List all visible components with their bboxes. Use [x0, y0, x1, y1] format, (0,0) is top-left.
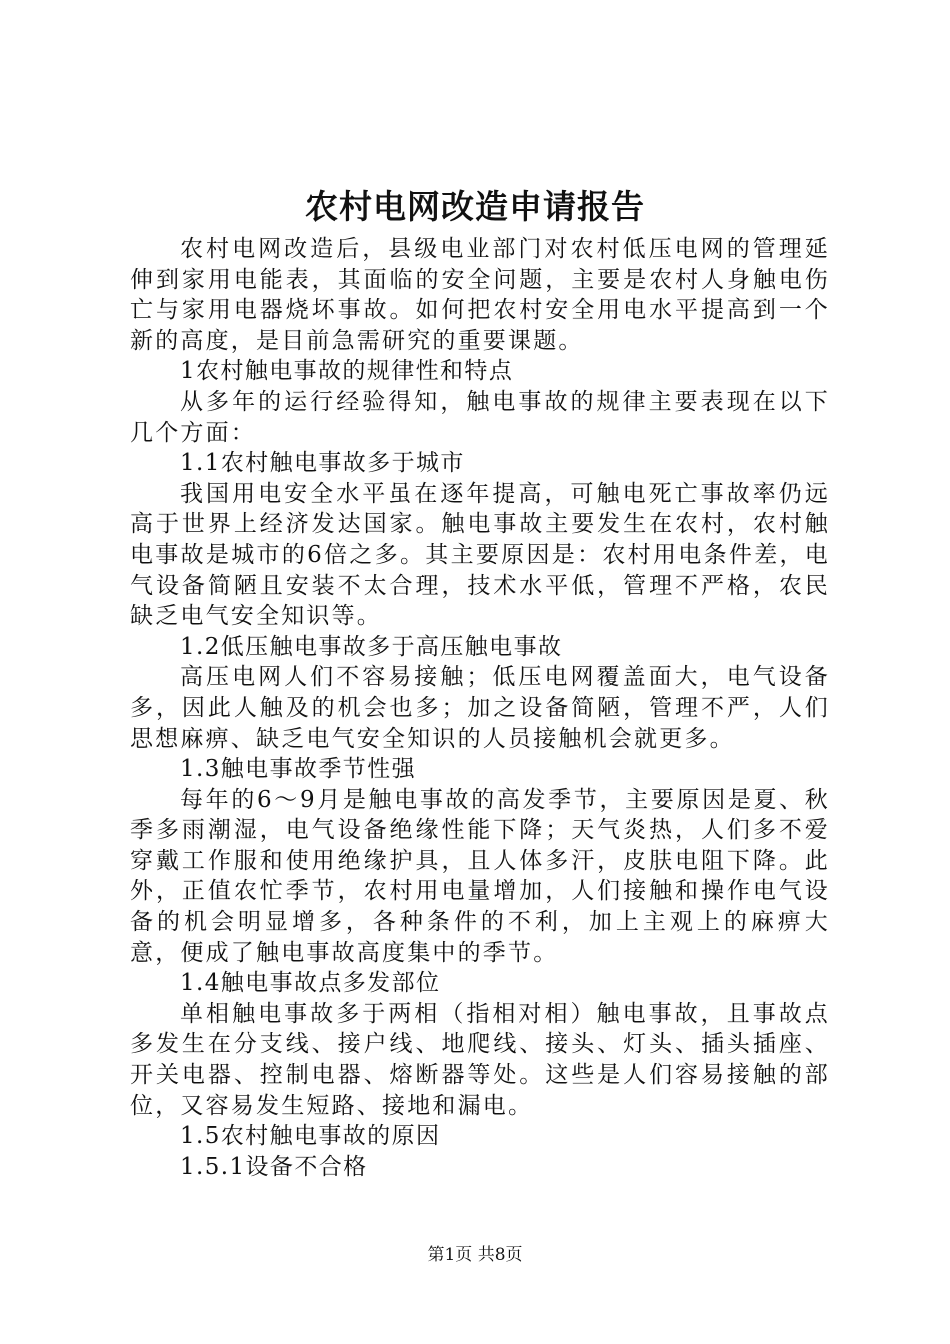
paragraph-1-4: 单相触电事故多于两相（指相对相）触电事故，且事故点多发生在分支线、接户线、地爬线、接头、灯头、插头插座、开关电器、控制电器、熔断器等处。这些是人们容易接触的部位，又容易发生短路、接地和漏电。 — [130, 1000, 830, 1119]
section-heading-1-4: 1.4触电事故点多发部位 — [180, 970, 441, 997]
section-heading-1-5: 1.5农村触电事故的原因 — [180, 1123, 441, 1150]
paragraph-intro: 农村电网改造后，县级电业部门对农村低压电网的管理延伸到家用电能表，其面临的安全问题，主要是农村人身触电伤亡与家用电器烧坏事故。如何把农村安全用电水平提高到一个新的高度，是目前急需研究的重要课题。 — [130, 236, 830, 354]
page-footer: 第1页 共8页 — [427, 1245, 523, 1265]
paragraph-1-3: 每年的6～9月是触电事故的高发季节，主要原因是夏、秋季多雨潮湿，电气设备绝缘性能下降；天气炎热，人们多不爱穿戴工作服和使用绝缘护具，且人体多汗，皮肤电阻下降。此外，正值农忙季节，农村用电量增加，人们接触和操作电气设备的机会明显增多，各种条件的不利，加上主观上的麻痹大意，便成了触电事故高度集中的季节。 — [130, 786, 830, 966]
document-body — [130, 234, 830, 1182]
paragraph-1-1: 我国用电安全水平虽在逐年提高，可触电死亡事故率仍远高于世界上经济发达国家。触电事故主要发生在农村，农村触电事故是城市的6倍之多。其主要原因是：农村用电条件差，电气设备简陋且安装不太合理，技术水平低，管理不严格，农民缺乏电气安全知识等。 — [130, 480, 830, 630]
document-title: 农村电网改造申请报告 — [305, 187, 645, 226]
paragraph-1-2: 高压电网人们不容易接触；低压电网覆盖面大，电气设备多，因此人触及的机会也多；加之设备简陋，管理不严，人们思想麻痹、缺乏电气安全知识的人员接触机会就更多。 — [130, 664, 830, 752]
section-heading-1-1: 1.1农村触电事故多于城市 — [180, 450, 465, 477]
section-heading-1-2: 1.2低压触电事故多于高压触电事故 — [180, 633, 563, 660]
paragraph-1: 从多年的运行经验得知，触电事故的规律主要表现在以下几个方面： — [130, 388, 830, 446]
section-heading-1-3: 1.3触电事故季节性强 — [180, 756, 416, 783]
section-heading-1: 1农村触电事故的规律性和特点 — [180, 358, 514, 385]
section-heading-1-5-1: 1.5.1设备不合格 — [180, 1153, 368, 1180]
